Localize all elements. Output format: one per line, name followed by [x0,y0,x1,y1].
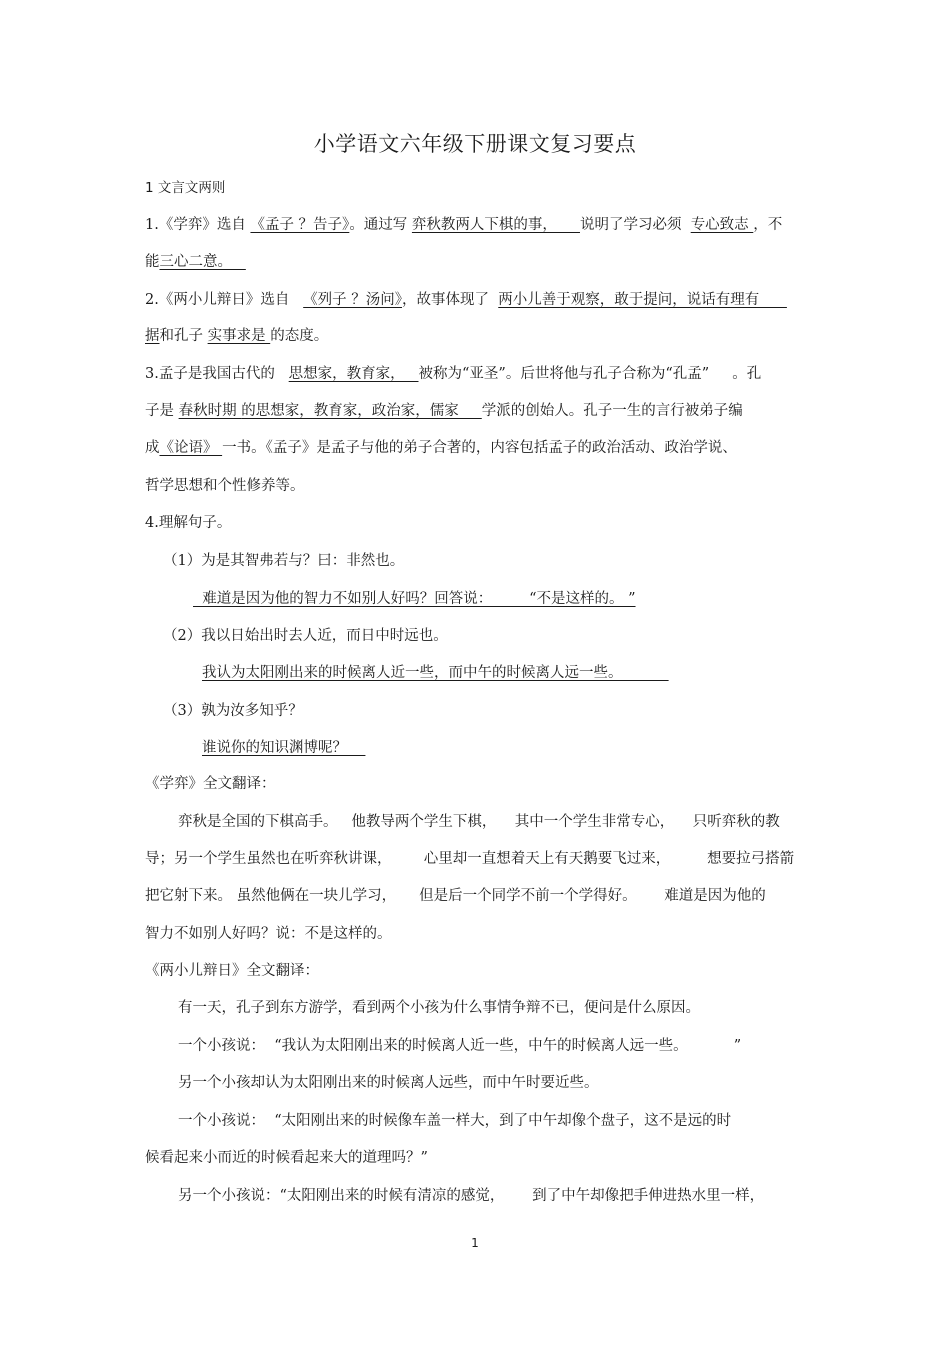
translation-heading-xueyi: 《学弈》全文翻译： [145,776,276,792]
section-heading: 1 文言文两则 [145,180,226,196]
translation-xueyi-line: 把它射下来。 虽然他俩在一块儿学习， 但是后一个同学不前一个学得好。 难道是因为他的 [145,888,766,904]
translation-liangxiaoer-line: 另一个小孩说：“太阳刚出来的时候有清凉的感觉， 到了中午却像把手伸进热水里一样， [178,1188,765,1204]
translation-heading-liangxiaoer: 《两小儿辩日》全文翻译： [145,963,319,979]
q3-line4: 哲学思想和个性修养等。 [145,478,305,494]
q2-line2: 据和孔子 实事求是 的态度。 [145,328,329,344]
q3-line1: 3.孟子是我国古代的 思想家，教育家， 被称为“亚圣”。后世将他与孔子合称为“孔孟” 。孔 [145,366,762,382]
translation-liangxiaoer-line: 一个小孩说： “太阳刚出来的时候像车盖一样大，到了中午却像个盘子，这不是远的时 [178,1113,732,1129]
q1-line1: 1.《学弈》选自 《孟子 ？告子》。通过写 弈秋教两人下棋的事， 说明了学习必须 专心致志 ，不 [145,217,783,233]
q1-line2: 能三心二意。 [145,254,246,270]
q4-sentence-2: （2）我以日始出时去人近，而日中时远也。 [163,628,448,644]
q4-sentence-1: （1）为是其智弗若与？曰：非然也。 [163,553,405,569]
q2-line1: 2.《两小儿辩日》选自 《列子 ？汤问》，故事体现了 两小儿善于观察，敢于提问，说话有理有 [145,292,787,308]
translation-xueyi-line: 导；另一个学生虽然也在听弈秋讲课， 心里却一直想着天上有天鹅要飞过来， 想要拉弓搭箭 [145,851,795,867]
q3-line3: 成《论语》 一书。《孟子》是孟子与他的弟子合著的，内容包括孟子的政治活动、政治学说、 [145,440,737,456]
q3-line2: 子是 春秋时期 的思想家，教育家，政治家，儒家 学派的创始人。孔子一生的言行被弟子编 [145,403,743,419]
translation-liangxiaoer-line: 有一天，孔子到东方游学，看到两个小孩为什么事情争辩不已，便问是什么原因。 [178,1000,700,1016]
translation-liangxiaoer-line: 另一个小孩却认为太阳刚出来的时候离人远些，而中午时要近些。 [178,1075,599,1091]
translation-liangxiaoer-line: 候看起来小而近的时候看起来大的道理吗？” [145,1150,428,1166]
page-number: 1 [471,1236,479,1250]
translation-xueyi-line: 弈秋是全国的下棋高手。 他教导两个学生下棋， 其中一个学生非常专心， 只听弈秋的教 [178,814,780,830]
page-title: 小学语文六年级下册课文复习要点 [313,132,637,156]
q4-sentence-3: （3）孰为汝多知乎？ [163,703,303,719]
q4-answer-3: 谁说你的知识渊博呢？ [202,740,366,756]
q4-answer-1: 难道是因为他的智力不如别人好吗？回答说： “不是这样的。 ” [193,591,636,607]
q4-heading: 4.理解句子。 [145,515,232,531]
q4-answer-2: 我认为太阳刚出来的时候离人近一些，而中午的时候离人远一些。 [202,665,669,681]
translation-xueyi-line: 智力不如别人好吗？说：不是这样的。 [145,926,392,942]
translation-liangxiaoer-line: 一个小孩说： “我认为太阳刚出来的时候离人近一些，中午的时候离人远一些。 ” [178,1038,742,1054]
